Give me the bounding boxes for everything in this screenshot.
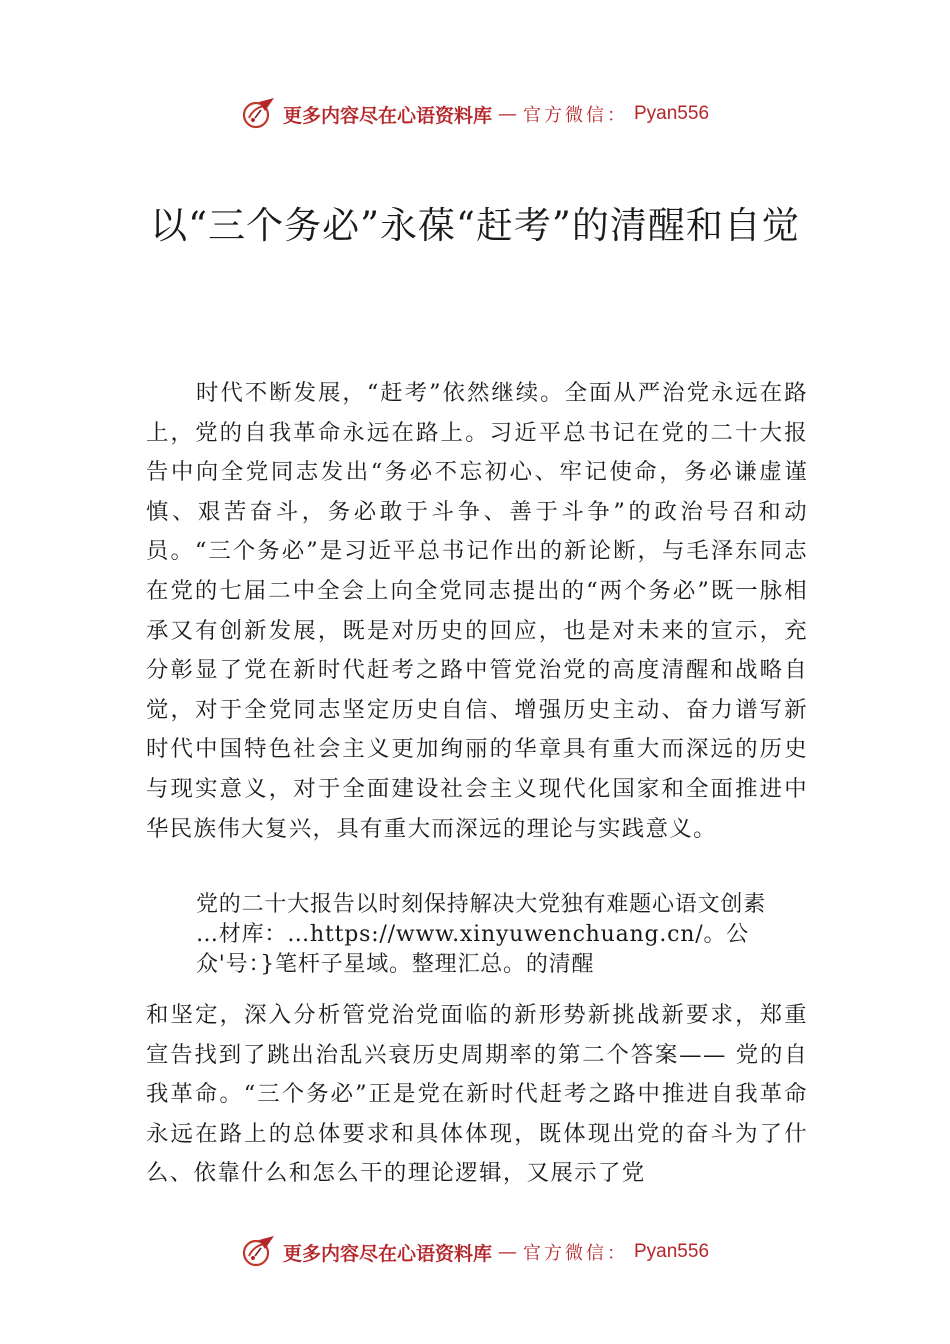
banner-slogan: 更多内容尽在心语资料库 <box>282 1242 492 1265</box>
document-title: 以“三个务必”永葆“赶考”的清醒和自觉 <box>150 204 800 247</box>
quill-seal-icon <box>241 96 277 132</box>
banner-wechat-label: 官方微信： <box>523 1243 628 1264</box>
banner-separator: — <box>498 103 517 125</box>
banner-wechat-id: Pyan556 <box>634 1241 710 1262</box>
ocr-line-3: 众'号：}笔杆子星域。整理汇总。的清醒 <box>196 952 595 977</box>
ocr-fragment <box>196 890 846 980</box>
banner-wechat-id: Pyan556 <box>634 103 710 124</box>
footer-banner <box>0 1232 950 1272</box>
ocr-line-1: 党的二十大报告以时刻保持解决大党独有难题心语文创素 <box>196 892 767 917</box>
quill-seal-icon <box>241 1234 277 1270</box>
banner-slogan: 更多内容尽在心语资料库 <box>282 104 492 127</box>
body-paragraph-continuation: 和坚定，深入分析管党治党面临的新形势新挑战新要求，郑重宣告找到了跳出治乱兴衰历史周期率的第二个答案—— 党的自我革命。“三个务必”正是党在新时代赶考之路中推进自我革命永远在路上的总体要求和具体体现，既体现出党的奋斗为了什么、依靠什么和怎么干的理论逻辑，又展示了党 <box>146 1002 808 1187</box>
banner-wechat-label: 官方微信： <box>523 105 628 126</box>
ocr-line-2: …材库：…https://www.xinyuwenchuang.cn/。公 <box>196 922 750 947</box>
header-banner <box>0 94 950 134</box>
body-paragraph-1: 时代不断发展，“赶考”依然继续。全面从严治党永远在路上，党的自我革命永远在路上。习近平总书记在党的二十大报告中向全党同志发出“务必不忘初心、牢记使命，务必谦虚谨慎、艰苦奋斗，务必敢于斗争、善于斗争”的政治号召和动员。“三个务必”是习近平总书记作出的新论断，与毛泽东同志在党的七届二中全会上向全党同志提出的“两个务必”既一脉相承又有创新发展，既是对历史的回应，也是对未来的宣示，充分彰显了党在新时代赶考之路中管党治党的高度清醒和战略自觉，对于全党同志坚定历史自信、增强历史主动、奋力谱写新时代中国特色社会主义更加绚丽的华章具有重大而深远的历史与现实意义，对于全面建设社会主义现代化国家和全面推进中华民族伟大复兴，具有重大而深远的理论与实践意义。 <box>146 380 808 842</box>
banner-separator: — <box>498 1241 517 1263</box>
